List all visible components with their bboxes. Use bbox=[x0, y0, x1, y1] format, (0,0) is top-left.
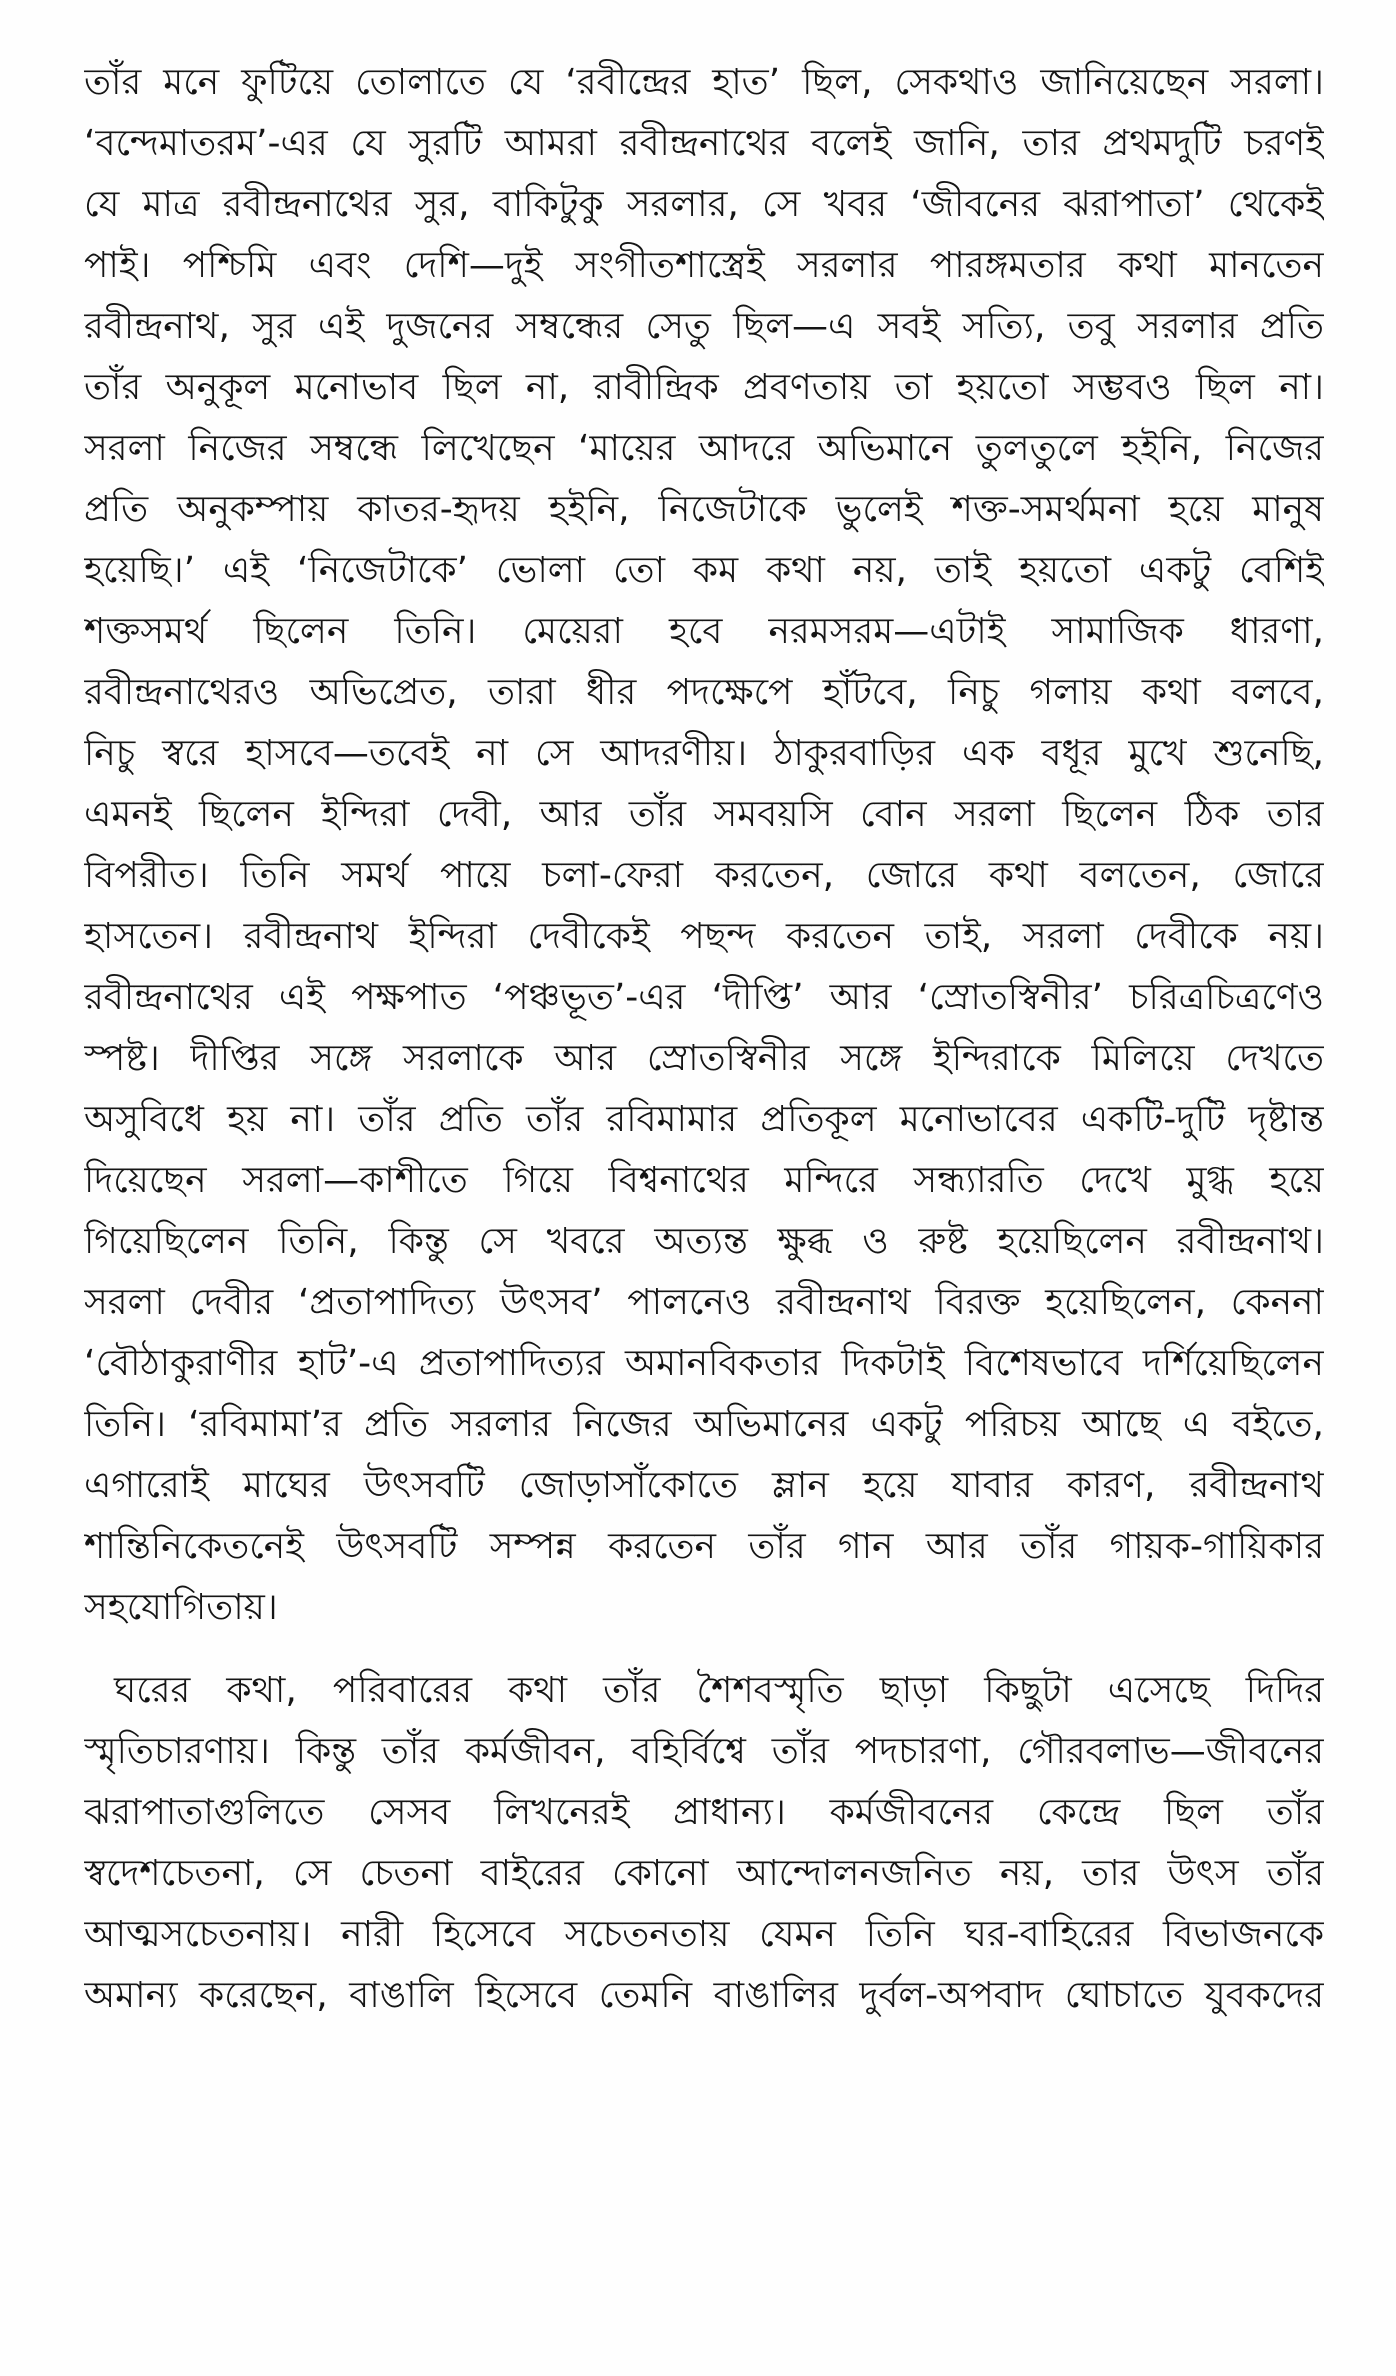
text-line: তাঁর মনে ফুটিয়ে তোলাতে যে ‘রবীন্দ্রের হাত’ ছিল, সেকথাও জানিয়েছেন সরলা। bbox=[84, 62, 1324, 103]
text-line: সরলা নিজের সম্বন্ধে লিখেছেন ‘মায়ের আদরে অভিমানে তুলতুলে হইনি, নিজের bbox=[84, 428, 1324, 469]
text-line: এগারোই মাঘের উৎসবটি জোড়াসাঁকোতে ম্লান হয়ে যাবার কারণ, রবীন্দ্রনাথ bbox=[84, 1465, 1324, 1506]
text-line: ‘বৌঠাকুরাণীর হাট’-এ প্রতাপাদিত্যর অমানবিকতার দিকটাই বিশেষভাবে দর্শিয়েছিলেন bbox=[84, 1343, 1324, 1384]
text-line: রবীন্দ্রনাথের এই পক্ষপাত ‘পঞ্চভূত’-এর ‘দীপ্তি’ আর ‘স্রোতস্বিনীর’ চরিত্রচিত্রণেও bbox=[84, 977, 1324, 1018]
text-line: নিচু স্বরে হাসবে—তবেই না সে আদরণীয়। ঠাকুরবাড়ির এক বধূর মুখে শুনেছি, bbox=[84, 733, 1324, 774]
text-line: শক্তসমর্থ ছিলেন তিনি। মেয়েরা হবে নরমসরম—এটাই সামাজিক ধারণা, bbox=[84, 611, 1324, 652]
text-line: সহযোগিতায়। bbox=[84, 1587, 278, 1628]
text-line: যে মাত্র রবীন্দ্রনাথের সুর, বাকিটুকু সরলার, সে খবর ‘জীবনের ঝরাপাতা’ থেকেই bbox=[84, 184, 1324, 225]
paragraph-gap bbox=[84, 1638, 1324, 1660]
text-line: অসুবিধে হয় না। তাঁর প্রতি তাঁর রবিমামার প্রতিকূল মনোভাবের একটি-দুটি দৃষ্টান্ত bbox=[84, 1099, 1324, 1140]
page-text bbox=[84, 52, 1324, 2026]
text-line: রবীন্দ্রনাথ, সুর এই দুজনের সম্বন্ধের সেতু ছিল—এ সবই সত্যি, তবু সরলার প্রতি bbox=[84, 306, 1324, 347]
text-line: বিপরীত। তিনি সমর্থ পায়ে চলা-ফেরা করতেন, জোরে কথা বলতেন, জোরে bbox=[84, 855, 1324, 896]
text-line: সরলা দেবীর ‘প্রতাপাদিত্য উৎসব’ পালনেও রবীন্দ্রনাথ বিরক্ত হয়েছিলেন, কেননা bbox=[84, 1282, 1324, 1323]
text-line: তাঁর অনুকূল মনোভাব ছিল না, রাবীন্দ্রিক প্রবণতায় তা হয়তো সম্ভবও ছিল না। bbox=[84, 367, 1324, 408]
text-line: প্রতি অনুকম্পায় কাতর-হৃদয় হইনি, নিজেটাকে ভুলেই শক্ত-সমর্থমনা হয়ে মানুষ bbox=[84, 489, 1324, 530]
text-line: ঘরের কথা, পরিবারের কথা তাঁর শৈশবস্মৃতি ছাড়া কিছুটা এসেছে দিদির bbox=[114, 1670, 1324, 1711]
text-line: শান্তিনিকেতনেই উৎসবটি সম্পন্ন করতেন তাঁর গান আর তাঁর গায়ক-গায়িকার bbox=[84, 1526, 1324, 1567]
text-line: পাই। পশ্চিমি এবং দেশি—দুই সংগীতশাস্ত্রেই সরলার পারঙ্গমতার কথা মানতেন bbox=[84, 245, 1324, 286]
text-line: স্পষ্ট। দীপ্তির সঙ্গে সরলাকে আর স্রোতস্বিনীর সঙ্গে ইন্দিরাকে মিলিয়ে দেখতে bbox=[84, 1038, 1324, 1079]
text-line: হয়েছি।’ এই ‘নিজেটাকে’ ভোলা তো কম কথা নয়, তাই হয়তো একটু বেশিই bbox=[84, 550, 1324, 591]
text-line: ‘বন্দেমাতরম’-এর যে সুরটি আমরা রবীন্দ্রনাথের বলেই জানি, তার প্রথমদুটি চরণই bbox=[84, 123, 1324, 164]
paragraph-2 bbox=[84, 1660, 1324, 2026]
text-line: গিয়েছিলেন তিনি, কিন্তু সে খবরে অত্যন্ত ক্ষুব্ধ ও রুষ্ট হয়েছিলেন রবীন্দ্রনাথ। bbox=[84, 1221, 1324, 1262]
text-line: স্বদেশচেতনা, সে চেতনা বাইরের কোনো আন্দোলনজনিত নয়, তার উৎস তাঁর bbox=[84, 1853, 1324, 1894]
text-line: দিয়েছেন সরলা—কাশীতে গিয়ে বিশ্বনাথের মন্দিরে সন্ধ্যারতি দেখে মুগ্ধ হয়ে bbox=[84, 1160, 1324, 1201]
text-line: ঝরাপাতাগুলিতে সেসব লিখনেরই প্রাধান্য। কর্মজীবনের কেন্দ্রে ছিল তাঁর bbox=[84, 1792, 1324, 1833]
text-line: স্মৃতিচারণায়। কিন্তু তাঁর কর্মজীবন, বহির্বিশ্বে তাঁর পদচারণা, গৌরবলাভ—জীবনের bbox=[84, 1731, 1324, 1772]
text-line: তিনি। ‘রবিমামা’র প্রতি সরলার নিজের অভিমানের একটু পরিচয় আছে এ বইতে, bbox=[84, 1404, 1324, 1445]
text-line: হাসতেন। রবীন্দ্রনাথ ইন্দিরা দেবীকেই পছন্দ করতেন তাই, সরলা দেবীকে নয়। bbox=[84, 916, 1324, 957]
text-line: এমনই ছিলেন ইন্দিরা দেবী, আর তাঁর সমবয়সি বোন সরলা ছিলেন ঠিক তার bbox=[84, 794, 1324, 835]
paragraph-1 bbox=[84, 52, 1324, 1638]
text-line: রবীন্দ্রনাথেরও অভিপ্রেত, তারা ধীর পদক্ষেপে হাঁটবে, নিচু গলায় কথা বলবে, bbox=[84, 672, 1324, 713]
text-line: অমান্য করেছেন, বাঙালি হিসেবে তেমনি বাঙালির দুর্বল-অপবাদ ঘোচাতে যুবকদের bbox=[84, 1975, 1324, 2016]
text-line: আত্মসচেতনায়। নারী হিসেবে সচেতনতায় যেমন তিনি ঘর-বাহিরের বিভাজনকে bbox=[84, 1914, 1324, 1955]
